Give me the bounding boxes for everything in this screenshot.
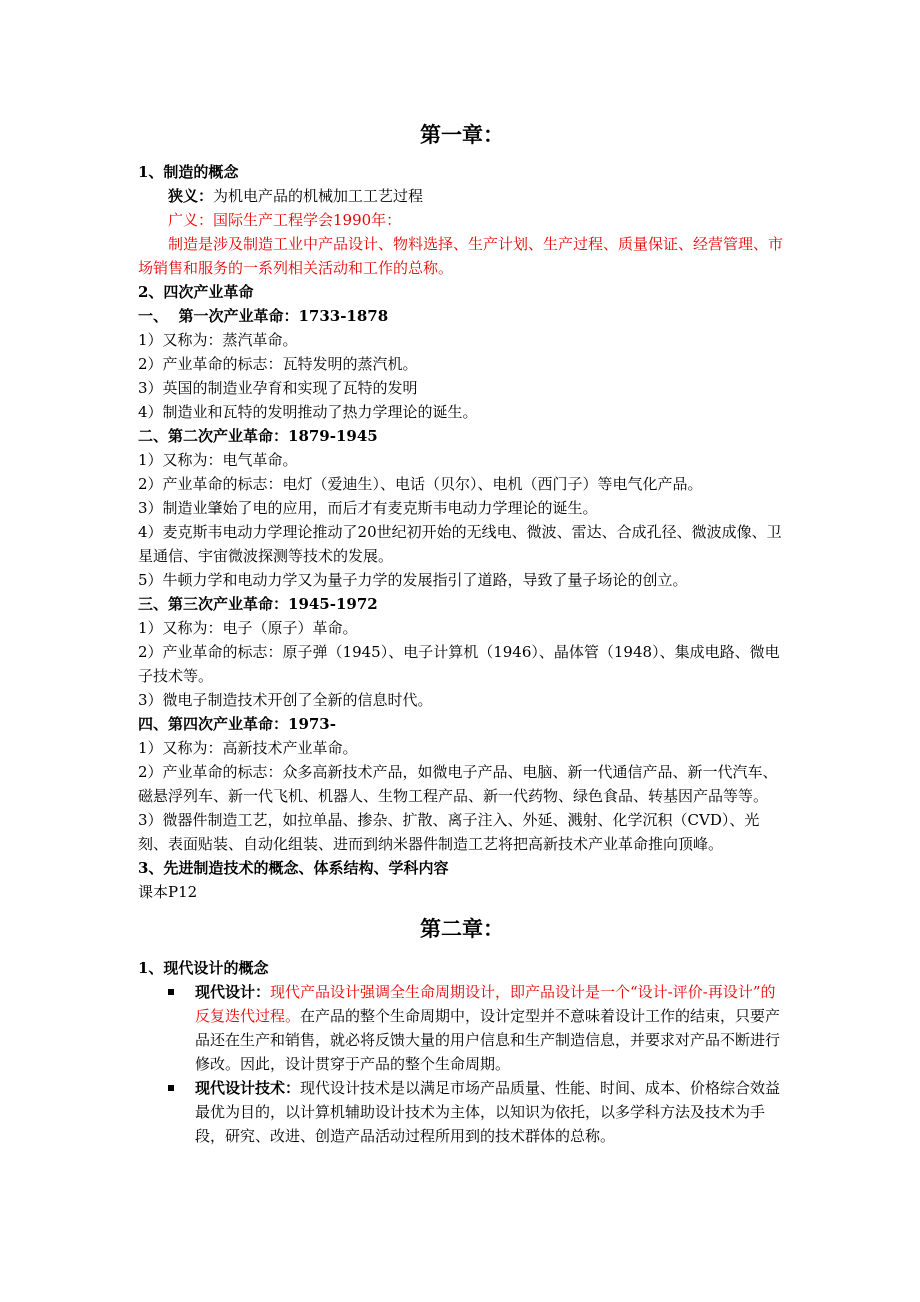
list-item: 4）麦克斯韦电动力学理论推动了20世纪初开始的无线电、微波、雷达、合成孔径、微波成像、卫星通信、宇宙微波探测等技术的发展。 xyxy=(138,523,782,565)
revolution-4-heading: 四、第四次产业革命：1973- xyxy=(138,715,336,733)
list-item: 3）制造业肇始了电的应用，而后才有麦克斯韦电动力学理论的诞生。 xyxy=(138,499,598,517)
list-item: 4）制造业和瓦特的发明推动了热力学理论的诞生。 xyxy=(138,403,478,421)
revolution-2-heading: 二、第二次产业革命：1879-1945 xyxy=(138,427,378,445)
list-item: 3）微电子制造技术开创了全新的信息时代。 xyxy=(138,691,433,709)
section-heading-manufacturing-concept: 1、制造的概念 xyxy=(138,163,239,181)
section-heading-modern-design: 1、现代设计的概念 xyxy=(138,959,269,977)
broad-definition-text: 制造是涉及制造工业中产品设计、物料选择、生产计划、生产过程、质量保证、经营管理、市场销售和服务的一系列相关活动和工作的总称。 xyxy=(138,235,784,277)
textbook-reference: 课本P12 xyxy=(138,883,198,901)
bullet-label: 现代设计： xyxy=(195,983,271,1001)
square-bullet-icon xyxy=(168,989,174,995)
bullet-modern-design-technology xyxy=(138,1076,786,1148)
narrow-label: 狭义： xyxy=(168,187,214,205)
list-item: 1）又称为：高新技术产业革命。 xyxy=(138,739,358,757)
bullet-red-text: 现代产品设计强调全生命周期设计，即产品设计是一个“设计-评价-再设计”的反复迭代过程。 xyxy=(195,983,776,1025)
list-item: 5）牛顿力学和电动力学又为量子力学的发展指引了道路，导致了量子场论的创立。 xyxy=(138,571,688,589)
list-item: 1）又称为：电气革命。 xyxy=(138,451,298,469)
list-item: 1）又称为：电子（原子）革命。 xyxy=(138,619,358,637)
list-item: 2）产业革命的标志：众多高新技术产品，如微电子产品、电脑、新一代通信产品、新一代汽车、磁悬浮列车、新一代飞机、机器人、生物工程产品、新一代药物、绿色食品、转基因产品等等。 xyxy=(138,763,778,805)
square-bullet-icon xyxy=(168,1085,174,1091)
bullet-label: 现代设计技术： xyxy=(195,1079,301,1097)
document-content xyxy=(138,118,786,1148)
list-item: 2）产业革命的标志：瓦特发明的蒸汽机。 xyxy=(138,355,418,373)
list-item: 3）英国的制造业孕育和实现了瓦特的发明 xyxy=(138,379,418,397)
section-heading-four-revolutions: 2、四次产业革命 xyxy=(138,283,254,301)
revolution-3-heading: 三、第三次产业革命：1945-1972 xyxy=(138,595,378,613)
list-item: 3）微器件制造工艺，如拉单晶、掺杂、扩散、离子注入、外延、溅射、化学沉积（CVD）、光刻、表面贴装、自动化组装、进而到纳米器件制造工艺将把高新技术产业革命推向顶峰。 xyxy=(138,811,760,853)
revolution-1-heading: 一、 第一次产业革命：1733-1878 xyxy=(138,307,389,325)
bullet-modern-design xyxy=(138,980,786,1076)
bullet-text: 现代设计技术是以满足市场产品质量、性能、时间、成本、价格综合效益最优为目的，以计算机辅助设计技术为主体，以知识为依托，以多学科方法及技术为手段，研究、改进、创造产品活动过程所用到的技术群体的总称。 xyxy=(195,1079,781,1145)
narrow-text: 为机电产品的机械加工工艺过程 xyxy=(213,187,424,205)
list-item: 1）又称为：蒸汽革命。 xyxy=(138,331,298,349)
section-heading-advanced-manufacturing: 3、先进制造技术的概念、体系结构、学科内容 xyxy=(138,859,449,877)
chapter1-title: 第一章： xyxy=(420,122,504,147)
broad-definition-line: 广义：国际生产工程学会1990年： xyxy=(168,211,402,229)
list-item: 2）产业革命的标志：电灯（爱迪生）、电话（贝尔）、电机（西门子）等电气化产品。 xyxy=(138,475,703,493)
chapter2-title: 第二章： xyxy=(420,916,504,941)
bullet-text: 在产品的整个生命周期中，设计定型并不意味着设计工作的结束，只要产品还在生产和销售，就必将反馈大量的用户信息和生产制造信息，并要求对产品不断进行修改。因此，设计贯穿于产品的整个生命周期。 xyxy=(195,1007,781,1073)
list-item: 2）产业革命的标志：原子弹（1945）、电子计算机（1946）、晶体管（1948）、集成电路、微电子技术等。 xyxy=(138,643,780,685)
narrow-definition xyxy=(138,184,786,208)
